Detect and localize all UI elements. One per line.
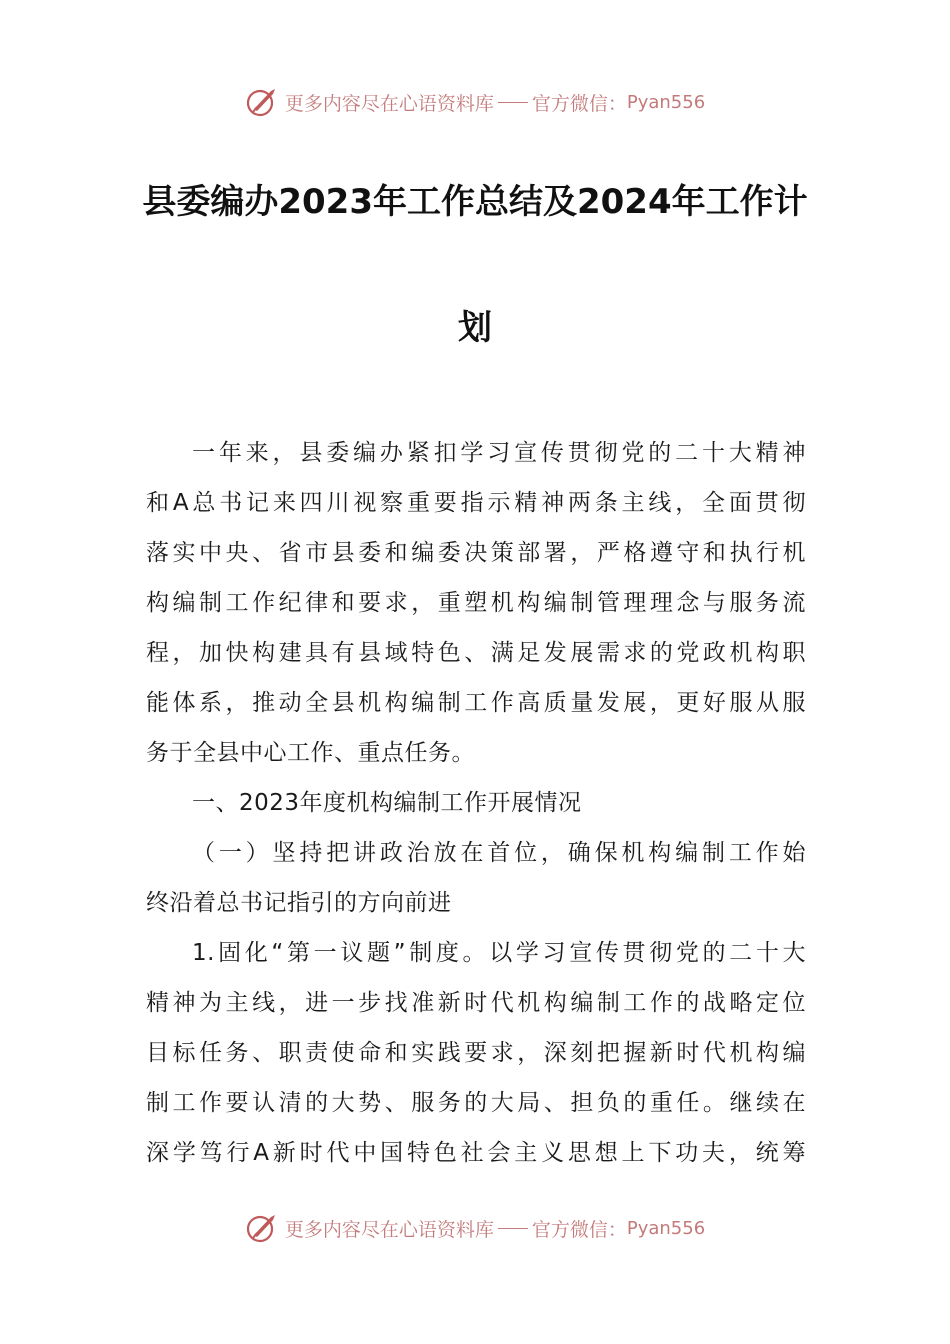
watermark-suffix: 官方微信： [531, 1218, 627, 1241]
watermark-dash [498, 102, 528, 103]
body-line: 制工作要认清的大势、服务的大局、担负的重任。继续在 [146, 1090, 806, 1116]
watermark-wechat-id: Pyan556 [626, 1217, 706, 1239]
body-line: 构编制工作纪律和要求，重塑机构编制管理理念与服务流 [146, 590, 806, 616]
quill-logo-icon [245, 1211, 279, 1245]
body-line: 深学笃行A新时代中国特色社会主义思想上下功夫，统筹 [146, 1140, 806, 1166]
watermark-banner-bottom [0, 1208, 950, 1248]
subsection-heading: （一）坚持把讲政治放在首位，确保机构编制工作始 [192, 840, 806, 866]
section-heading: 一、2023年度机构编制工作开展情况 [192, 790, 582, 816]
document-title-line-2: 划 [458, 308, 492, 348]
watermark-suffix: 官方微信： [531, 92, 627, 115]
watermark-banner-top [0, 82, 950, 122]
document-title-line-1: 县委编办2023年工作总结及2024年工作计 [142, 182, 808, 222]
body-line: 落实中央、省市县委和编委决策部署，严格遵守和执行机 [146, 540, 806, 566]
document-body [146, 428, 806, 1178]
watermark-text: 更多内容尽在心语资料库 [284, 92, 494, 115]
body-line: 能体系，推动全县机构编制工作高质量发展，更好服从服 [146, 690, 806, 716]
watermark-text: 更多内容尽在心语资料库 [284, 1218, 494, 1241]
body-line: 精神为主线，进一步找准新时代机构编制工作的战略定位 [146, 990, 806, 1016]
body-line: 1.固化“第一议题”制度。以学习宣传贯彻党的二十大 [192, 940, 806, 966]
subsection-heading-cont: 终沿着总书记指引的方向前进 [146, 890, 452, 916]
body-line: 一年来，县委编办紧扣学习宣传贯彻党的二十大精神 [192, 440, 806, 466]
quill-logo-icon [245, 85, 279, 119]
body-line: 务于全县中心工作、重点任务。 [146, 740, 475, 766]
body-line: 和A总书记来四川视察重要指示精神两条主线，全面贯彻 [146, 490, 806, 516]
watermark-dash [498, 1228, 528, 1229]
body-line: 目标任务、职责使命和实践要求，深刻把握新时代机构编 [146, 1040, 806, 1066]
watermark-wechat-id: Pyan556 [626, 91, 706, 113]
body-line: 程，加快构建具有县域特色、满足发展需求的党政机构职 [146, 640, 806, 666]
